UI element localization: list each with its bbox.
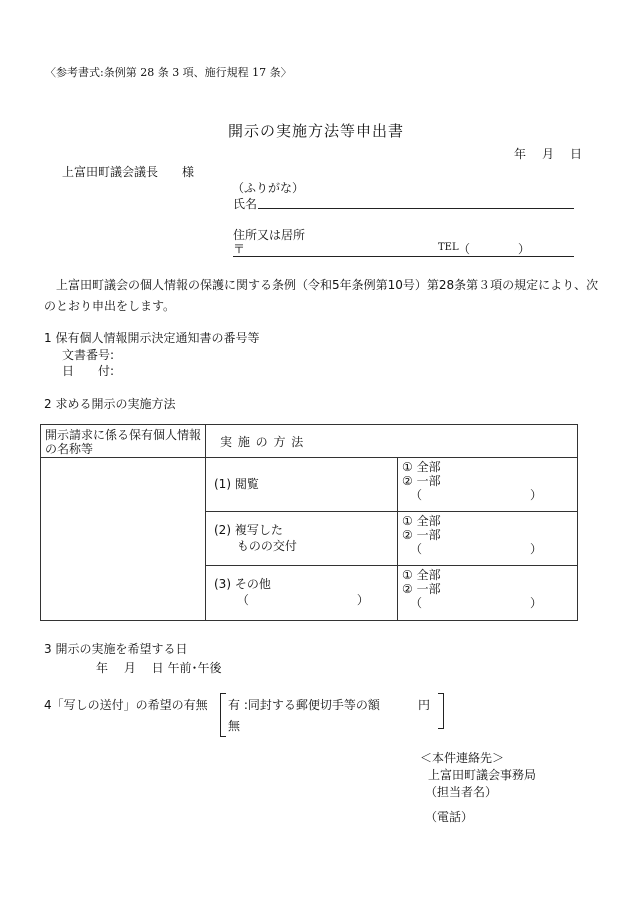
name-label: 氏名 bbox=[233, 197, 258, 211]
postal-mark: 〒 bbox=[233, 242, 246, 256]
submission-date: 年 月 日 bbox=[514, 147, 585, 161]
method-other-field[interactable]: （ ） bbox=[214, 593, 369, 607]
disclosure-method-table bbox=[40, 424, 578, 621]
intro-line-2: のとおり申出をします。 bbox=[44, 299, 176, 313]
option-all-3[interactable]: ① 全部 bbox=[402, 568, 441, 582]
doc-number-label: 文書番号: bbox=[62, 348, 115, 362]
address-label: 住所又は居所 bbox=[233, 228, 306, 242]
method-label-2: (2) 複写した bbox=[214, 523, 283, 537]
method-label-2b: ものの交付 bbox=[214, 539, 297, 553]
reference-note: 〈参考書式:条例第 28 条 3 項、施行規程 17 条〉 bbox=[45, 66, 292, 79]
method-header-label: 実 施 の 方 法 bbox=[220, 435, 305, 449]
preferred-date-line[interactable]: 年 月 日 午前･午後 bbox=[96, 661, 222, 675]
option-part-2[interactable]: ② 一部 bbox=[402, 528, 441, 542]
info-name-header-line2: の名称等 bbox=[45, 442, 94, 456]
section4-heading: 4「写しの送付」の希望の有無 bbox=[44, 698, 208, 712]
option-detail-3[interactable]: （ ） bbox=[410, 596, 543, 610]
intro-line-1: 上富田町議会の個人情報の保護に関する条例（令和5年条例第10号）第28条第３項の規定により、次 bbox=[44, 278, 599, 292]
options-cell-2 bbox=[398, 512, 578, 566]
table-header-row bbox=[41, 425, 578, 458]
bracket-right bbox=[438, 693, 444, 729]
option-yes[interactable]: 有 :同封する郵便切手等の額 bbox=[228, 698, 380, 712]
section2-heading: 2 求める開示の実施方法 bbox=[44, 397, 176, 411]
option-detail-1[interactable]: （ ） bbox=[410, 488, 543, 502]
contact-phone: （電話） bbox=[425, 810, 474, 824]
bracket-left bbox=[220, 693, 226, 737]
furigana-label: （ふりがな） bbox=[232, 181, 305, 195]
option-part-3[interactable]: ② 一部 bbox=[402, 582, 441, 596]
contact-office: 上富田町議会事務局 bbox=[428, 768, 537, 782]
name-field-line[interactable] bbox=[258, 208, 574, 209]
contact-person: （担当者名） bbox=[425, 785, 498, 799]
options-cell-3 bbox=[398, 566, 578, 621]
table-row bbox=[41, 458, 578, 512]
options-cell-1 bbox=[398, 458, 578, 512]
option-detail-2[interactable]: （ ） bbox=[410, 542, 543, 556]
method-cell-3 bbox=[206, 566, 398, 621]
option-all-1[interactable]: ① 全部 bbox=[402, 460, 441, 474]
notice-date-label: 日 付: bbox=[62, 364, 115, 378]
yen-label: 円 bbox=[418, 698, 431, 712]
tel-label: TEL bbox=[438, 242, 459, 253]
method-header bbox=[206, 425, 578, 458]
page-title: 開示の実施方法等申出書 bbox=[228, 122, 405, 140]
method-cell-2 bbox=[206, 512, 398, 566]
option-all-2[interactable]: ① 全部 bbox=[402, 514, 441, 528]
option-part-1[interactable]: ② 一部 bbox=[402, 474, 441, 488]
option-no[interactable]: 無 bbox=[228, 719, 241, 733]
contact-heading: ＜本件連絡先＞ bbox=[420, 751, 505, 765]
tel-field[interactable]: （ ） bbox=[458, 242, 531, 256]
method-cell-1 bbox=[206, 458, 398, 512]
info-name-cell[interactable] bbox=[41, 458, 206, 621]
section1-heading: 1 保有個人情報開示決定通知書の番号等 bbox=[44, 331, 260, 345]
addressee: 上富田町議会議長 様 bbox=[62, 165, 195, 179]
info-name-header-line1: 開示請求に係る保有個人情報 bbox=[45, 428, 202, 442]
section3-heading: 3 開示の実施を希望する日 bbox=[44, 642, 188, 656]
method-label-1: (1) 閲覧 bbox=[214, 477, 259, 491]
method-label-3: (3) その他 bbox=[214, 577, 271, 591]
info-name-header bbox=[41, 425, 206, 458]
